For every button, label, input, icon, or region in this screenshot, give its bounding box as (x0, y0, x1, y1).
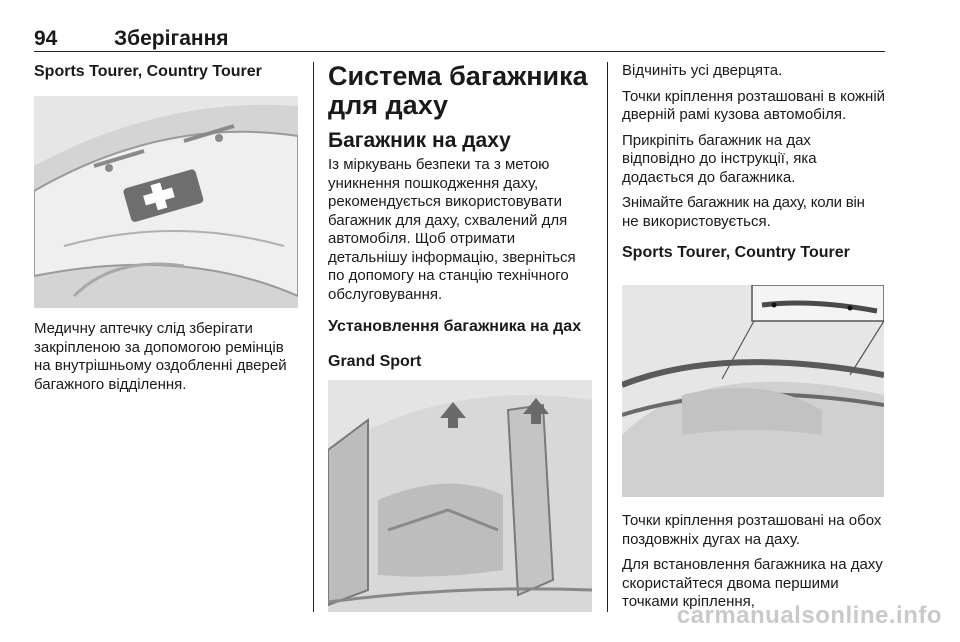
roof-rack-intro-text: Із міркувань безпеки та з метою уникнення пошкодження даху, рекомендується використовувати багажник для даху, схвалений для автомобіля. Щоб отримати детальнішу інформацію, зверніться по допомогу на станцію технічного обслуговування. (328, 156, 576, 303)
section-heading: Sports Tourer, Country Tourer (622, 244, 850, 261)
column-3-lower (622, 512, 888, 612)
grand-sport-heading: Grand Sport (328, 353, 422, 370)
subsection-heading: Багажник на даху (328, 129, 511, 152)
install-heading: Установлення багажника на дах (328, 318, 582, 335)
roof-rails-illustration (622, 285, 884, 497)
open-doors-text: Відчиніть усі дверцята. (622, 62, 783, 79)
install-rails-text: Для встановлення багажника на даху скористайтеся двома першими точками кріплення, (622, 556, 883, 610)
attach-rack-text: Прикріпіть багажник на дах відповідно до інструкції, яка додається до багажника. (622, 131, 817, 186)
section-title-line-1: Система багажника (328, 61, 588, 91)
column-divider (607, 62, 608, 612)
column-1 (34, 62, 300, 82)
page-number: 94 (34, 27, 58, 50)
first-aid-kit-text: Медичну аптечку слід зберігати закріпленою за допомогою ремінців на внутрішньому оздобленні дверей багажного відділення. (34, 320, 287, 393)
remove-rack-line-2: не використовується. (622, 212, 771, 230)
grand-sport-doors-illustration (328, 380, 592, 612)
column-3 (622, 62, 888, 263)
first-aid-kit-illustration (34, 96, 298, 308)
column-divider (313, 62, 314, 612)
section-title-line-2: для даху (328, 90, 449, 120)
mount-points-text: Точки кріплення розташовані в кожній дверній рамі кузова автомобіля. (622, 87, 886, 123)
page-header (34, 26, 885, 52)
remove-rack-line-1: Знімайте багажник на даху, коли він (622, 194, 865, 211)
page-title: Зберігання (114, 27, 229, 50)
column-2 (328, 62, 594, 372)
watermark: carmanualsonline.info (676, 602, 942, 629)
rails-mount-points-text: Точки кріплення розташовані на обох поздовжніх дугах на даху. (622, 512, 882, 548)
section-heading: Sports Tourer, Country Tourer (34, 63, 262, 80)
